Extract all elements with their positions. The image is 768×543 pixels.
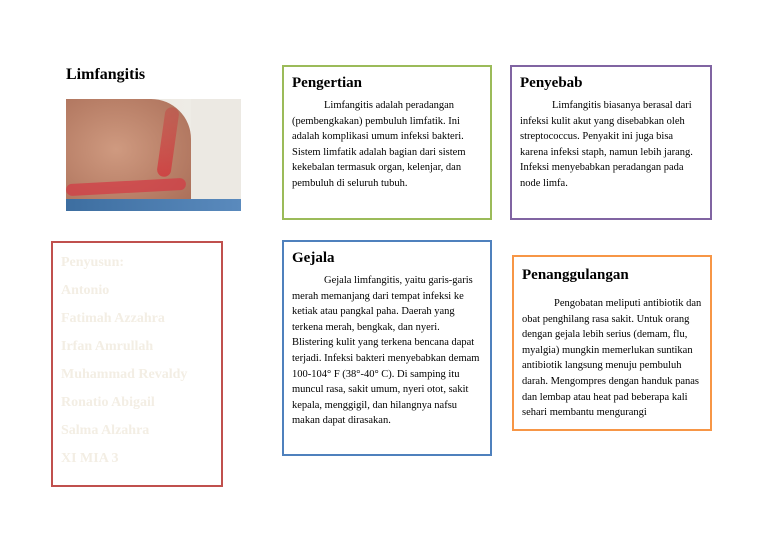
section-heading: Pengertian: [292, 75, 362, 91]
author-name: Fatimah Azzahra: [61, 311, 165, 326]
authors-box: [51, 241, 223, 487]
section-text: Gejala limfangitis, yaitu garis-garis merah memanjang dari tempat infeksi ke ketiak atau pangkal paha. Daerah yang terkena merah, bengkak, dan nyeri. Blistering kulit yang terkena bencana dapat terjadi. Infeksi bakteri menyebabkan demam 100-104° F (38°-40° C). Di samping itu muncul rasa, sakit umum, nyeri otot, sakit kepala, menggigil, dan hilangnya nafsu makan dapat dirasakan.: [292, 275, 480, 427]
author-name: Antonio: [61, 283, 110, 298]
section-penanggulangan: [512, 255, 712, 431]
section-penyebab: [510, 65, 712, 220]
authors-label: Penyusun:: [61, 255, 125, 270]
section-text: Limfangitis adalah peradangan (pembengkakan) pembuluh limfatik. Ini adalah komplikasi umum infeksi bakteri. Sistem limfatik adalah bagian dari sistem kekebalan termasuk organ, kelenjar, dan pembuluh di seluruh tubuh.: [292, 100, 466, 189]
section-pengertian: [282, 65, 492, 220]
photo-background: [191, 99, 241, 199]
author-name: Irfan Amrullah: [61, 339, 154, 354]
class-name: XI MIA 3: [61, 451, 119, 466]
section-gejala: [282, 240, 492, 456]
section-text: Limfangitis biasanya berasal dari infeksi kulit akut yang disebabkan oleh streptococcus. Penyakit ini juga bisa karena infeksi staph, namun lebih jarang. Infeksi menyebabkan peradangan pada node limfa.: [520, 100, 693, 189]
author-name: Muhammad Revaldy: [61, 367, 188, 382]
photo-shirt: [66, 199, 241, 211]
author-name: Salma Alzahra: [61, 423, 150, 438]
section-text: Pengobatan meliputi antibiotik dan obat penghilang rasa sakit. Untuk orang dengan gejala lebih serius (demam, flu, myalgia) mungkin memerlukan suntikan antibiotik langsung menuju pembuluh darah. Mengompres dengan handuk panas dan lembap atau heat pad beberapa kali sehari membantu mengurangi: [522, 298, 702, 419]
page-title: Limfangitis: [66, 66, 146, 83]
author-name: Ronatio Abigail: [61, 395, 155, 410]
section-heading: Penyebab: [520, 75, 583, 91]
section-heading: Gejala: [292, 250, 335, 266]
limfangitis-photo: [66, 99, 241, 211]
section-heading: Penanggulangan: [522, 267, 629, 283]
